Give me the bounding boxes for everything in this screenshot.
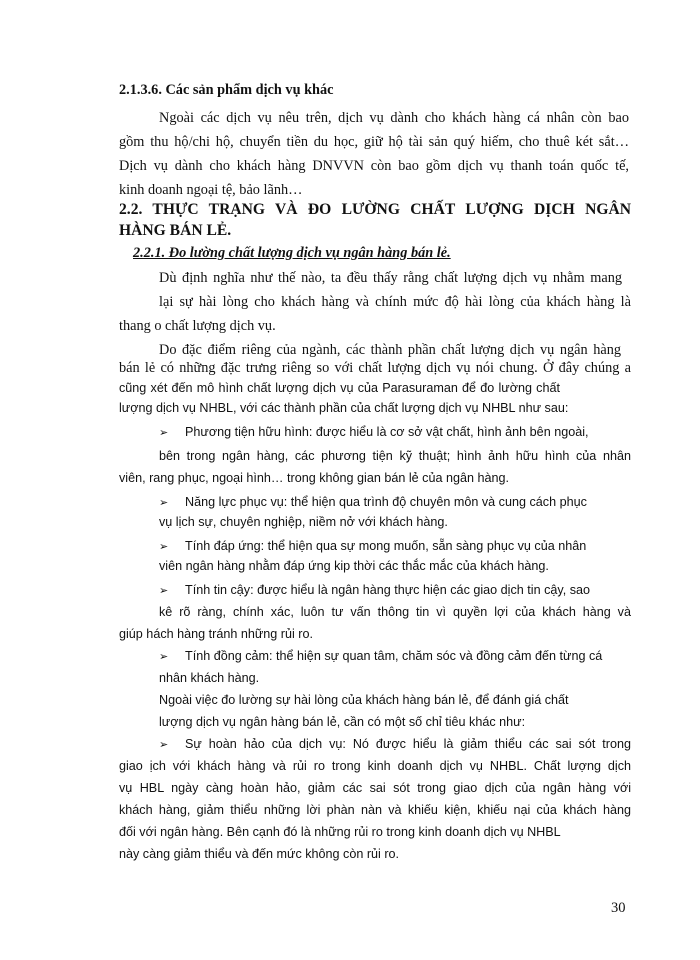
arrow-bullet-icon: ➢ [159,426,169,439]
heading-2-2-1: 2.2.1. Đo lường chất lượng dịch vụ ngân hàng bán lẻ. [133,245,451,261]
bullet-item-3 [159,536,586,557]
bullet-line: giúp hách hàng tránh những rủi ro. [119,627,313,641]
paragraph-line: Ngoài các dịch vụ nêu trên, dịch vụ dành cho khách hàng cá nhân còn bao [159,110,629,126]
paragraph-line: Ngoài việc đo lường sự hài lòng của khách hàng bán lẻ, để đánh giá chất [159,693,569,707]
bullet-line: viên, rang phục, ngoại hình… trong không gian bán lẻ của ngân hàng. [119,471,510,485]
bullet-text: Tính đồng cảm: thể hiện sự quan tâm, chăm sóc và đồng cảm đến từng cá [185,649,603,663]
bullet-line: kê rõ ràng, chính xác, luôn tư vấn thông tin vì quyền lợi của khách hàng và [159,605,631,619]
bullet-text: Sự hoàn hảo của dịch vụ: Nó được hiểu là giảm thiểu các sai sót trong [185,737,631,751]
paragraph-line: kinh doanh ngoại tệ, bảo lãnh… [119,182,303,198]
bullet-text: Năng lực phục vụ: thể hiện qua trình độ chuyên môn và cung cách phục [185,495,587,509]
paragraph-line: bán lẻ có những đặc trưng riêng so với chất lượng dịch vụ nói chung. Ở đây chúng a [119,360,631,376]
paragraph-line: thang o chất lượng dịch vụ. [119,318,276,334]
paragraph-line: cũng xét đến mô hình chất lượng dịch vụ của Parasuraman để đo lường chất [119,381,560,395]
bullet-item-5 [159,646,602,667]
bullet-item-4 [159,580,590,601]
arrow-bullet-icon: ➢ [159,738,169,751]
bullet-line: đối với ngân hàng. Bên cạnh đó là những rủi ro trong kinh doanh dịch vụ NHBL [119,825,561,839]
bullet-line: nhân khách hàng. [159,671,260,685]
arrow-bullet-icon: ➢ [159,650,169,663]
paragraph-line: lại sự hài lòng cho khách hàng và chính mức độ hài lòng của khách hàng là [159,294,631,310]
paragraph-line: Do đặc điểm riêng của ngành, các thành phần chất lượng dịch vụ ngân hàng [159,342,621,358]
page-number: 30 [611,900,626,916]
bullet-item-1 [159,422,589,443]
paragraph-line: lượng dịch vụ ngân hàng bán lẻ, cần có một số chỉ tiêu khác như: [159,715,526,729]
heading-2-2-line2: HÀNG BÁN LẺ. [119,222,232,239]
arrow-bullet-icon: ➢ [159,584,169,597]
bullet-line: bên trong ngân hàng, các phương tiện kỹ thuật; hình ảnh hữu hình của nhân [159,449,631,463]
bullet-item-6 [159,734,631,755]
paragraph-line: Dịch vụ dành cho khách hàng DNVVN còn bao gồm dịch vụ thanh toán quốc tế, [119,158,629,174]
arrow-bullet-icon: ➢ [159,496,169,509]
bullet-line: này càng giảm thiểu và đến mức không còn rủi ro. [119,847,400,861]
bullet-line: khách hàng, giảm thiểu những lời phàn nàn và khiếu kiện, khiếu nại của khách hàng [119,803,631,817]
bullet-line: giao ịch với khách hàng và rủi ro trong kinh doanh dịch vụ NHBL. Chất lượng dịch [119,759,631,773]
bullet-line: vụ lịch sự, chuyên nghiệp, niềm nở với khách hàng. [159,515,448,529]
heading-2-1-3-6: 2.1.3.6. Các sản phẩm dịch vụ khác [119,82,334,98]
bullet-text: Tính tin cậy: được hiểu là ngân hàng thực hiện các giao dịch tin cậy, sao [185,583,591,597]
bullet-item-2 [159,492,587,513]
bullet-text: Phương tiện hữu hình: được hiểu là cơ sở vật chất, hình ảnh bên ngoài, [185,425,589,439]
heading-2-2-line1: 2.2. THỰC TRẠNG VÀ ĐO LƯỜNG CHẤT LƯỢNG DỊCH NGÂN [119,201,631,218]
paragraph-line: gồm thu hộ/chi hộ, chuyển tiền du học, giữ hộ tài sản quý hiếm, cho thuê két sắt… [119,134,629,150]
paragraph-line: Dù định nghĩa như thế nào, ta đều thấy rằng chất lượng dịch vụ nhằm mang [159,270,622,286]
bullet-line: vụ HBL ngày càng hoàn hảo, giảm các sai sót trong giao dịch của ngân hàng với [119,781,631,795]
bullet-text: Tính đáp ứng: thể hiện qua sự mong muốn, sẵn sàng phục vụ của nhân [185,539,587,553]
arrow-bullet-icon: ➢ [159,540,169,553]
paragraph-line: lượng dịch vụ NHBL, với các thành phần của chất lượng dịch vụ NHBL như sau: [119,401,569,415]
bullet-line: viên ngân hàng nhằm đáp ứng kip thời các thắc mắc của khách hàng. [159,559,549,573]
